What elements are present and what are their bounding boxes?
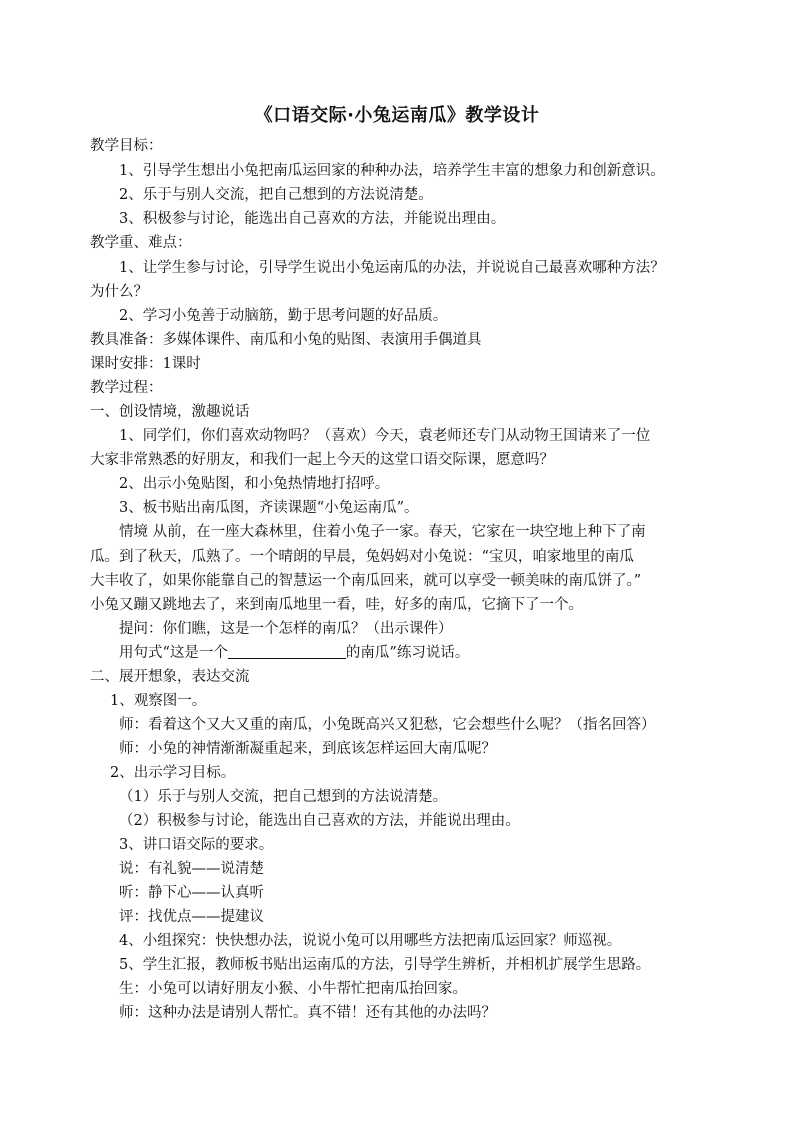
section-heading-keypoints: 教学重、难点： xyxy=(90,235,192,251)
requirement-line: 说：有礼貌——说清楚 xyxy=(119,861,264,877)
dialogue-line: 师：小兔的神情渐渐凝重起来，到底该怎样运回大南瓜呢？ xyxy=(119,741,496,757)
step-line: 5、学生汇报，教师板书贴出运南瓜的方法，引导学生辨析，并相机扩展学生思路。 xyxy=(119,957,651,973)
story-line: 瓜。到了秋天，瓜熟了。一个晴朗的早晨，兔妈妈对小兔说：“宝贝，咱家地里的南瓜 xyxy=(90,549,634,565)
dialogue-line: 生：小兔可以请好朋友小猴、小牛帮忙把南瓜抬回家。 xyxy=(119,981,467,997)
step-line: 2、出示学习目标。 xyxy=(110,765,236,781)
story-line: 小兔又蹦又跳地去了，来到南瓜地里一看，哇，好多的南瓜，它摘下了一个。 xyxy=(90,597,583,613)
part-one-heading: 一、创设情境，激趣说话 xyxy=(90,404,250,420)
section-heading-objectives: 教学目标： xyxy=(90,138,163,154)
step-line: 4、小组探究：快快想办法，说说小兔可以用哪些方法把南瓜运回家？师巡视。 xyxy=(119,933,622,949)
story-line: 情境 从前，在一座大森林里，住着小兔子一家。春天，它家在一块空地上种下了南 xyxy=(119,524,646,540)
goal-line: （2）积极参与讨论，能选出自己喜欢的方法，并能说出理由。 xyxy=(119,813,520,829)
objective-2: 2、乐于与别人交流，把自己想到的方法说清楚。 xyxy=(119,187,433,203)
keypoint-1-continued: 为什么？ xyxy=(90,284,148,300)
dialogue-line: 师：这种办法是请别人帮忙。真不错！还有其他的办法吗？ xyxy=(119,1005,496,1021)
sentence-pattern-start: 用句式“这是一个 xyxy=(119,645,228,661)
step-line: 3、讲口语交际的要求。 xyxy=(119,837,274,853)
keypoint-1: 1、让学生参与讨论，引导学生说出小兔运南瓜的办法，并说说自己最喜欢哪种方法？ xyxy=(119,260,665,276)
paragraph-line: 1、同学们，你们喜欢动物吗？（喜欢）今天，袁老师还专门从动物王国请来了一位 xyxy=(119,428,651,444)
fill-in-blank xyxy=(228,644,346,659)
sentence-pattern-line xyxy=(119,642,469,664)
paragraph-line: 大家非常熟悉的好朋友，和我们一起上今天的这堂口语交际课，愿意吗？ xyxy=(90,452,554,468)
question-line: 提问：你们瞧，这是一个怎样的南瓜？（出示课件） xyxy=(119,621,453,637)
keypoint-2: 2、学习小兔善于动脑筋，勤于思考问题的好品质。 xyxy=(119,308,448,324)
goal-line: （1）乐于与别人交流，把自己想到的方法说清楚。 xyxy=(119,789,448,805)
paragraph-line: 3、板书贴出南瓜图，齐读课题“小兔运南瓜”。 xyxy=(119,500,419,516)
story-line: 大丰收了，如果你能靠自己的智慧运一个南瓜回来，就可以享受一顿美味的南瓜饼了。” xyxy=(90,573,642,589)
objective-1: 1、引导学生想出小兔把南瓜运回家的种种办法，培养学生丰富的想象力和创新意识。 xyxy=(119,163,665,179)
paragraph-line: 2、出示小兔贴图，和小兔热情地打招呼。 xyxy=(119,476,390,492)
document-title: 《口语交际·小兔运南瓜》教学设计 xyxy=(254,105,540,126)
section-heading-process: 教学过程： xyxy=(90,380,163,396)
dialogue-line: 师：看着这个又大又重的南瓜，小兔既高兴又犯愁，它会想些什么呢？（指名回答） xyxy=(119,717,656,733)
step-line: 1、观察图一。 xyxy=(110,693,207,709)
schedule-line: 课时安排：1课时 xyxy=(90,356,201,372)
part-two-heading: 二、展开想象，表达交流 xyxy=(90,669,250,685)
materials-line: 教具准备：多媒体课件、南瓜和小兔的贴图、表演用手偶道具 xyxy=(90,332,482,348)
sentence-pattern-end: 的南瓜”练习说话。 xyxy=(345,645,470,661)
requirement-line: 评：找优点——提建议 xyxy=(119,909,264,925)
requirement-line: 听：静下心——认真听 xyxy=(119,885,264,901)
objective-3: 3、积极参与讨论，能选出自己喜欢的方法，并能说出理由。 xyxy=(119,211,506,227)
